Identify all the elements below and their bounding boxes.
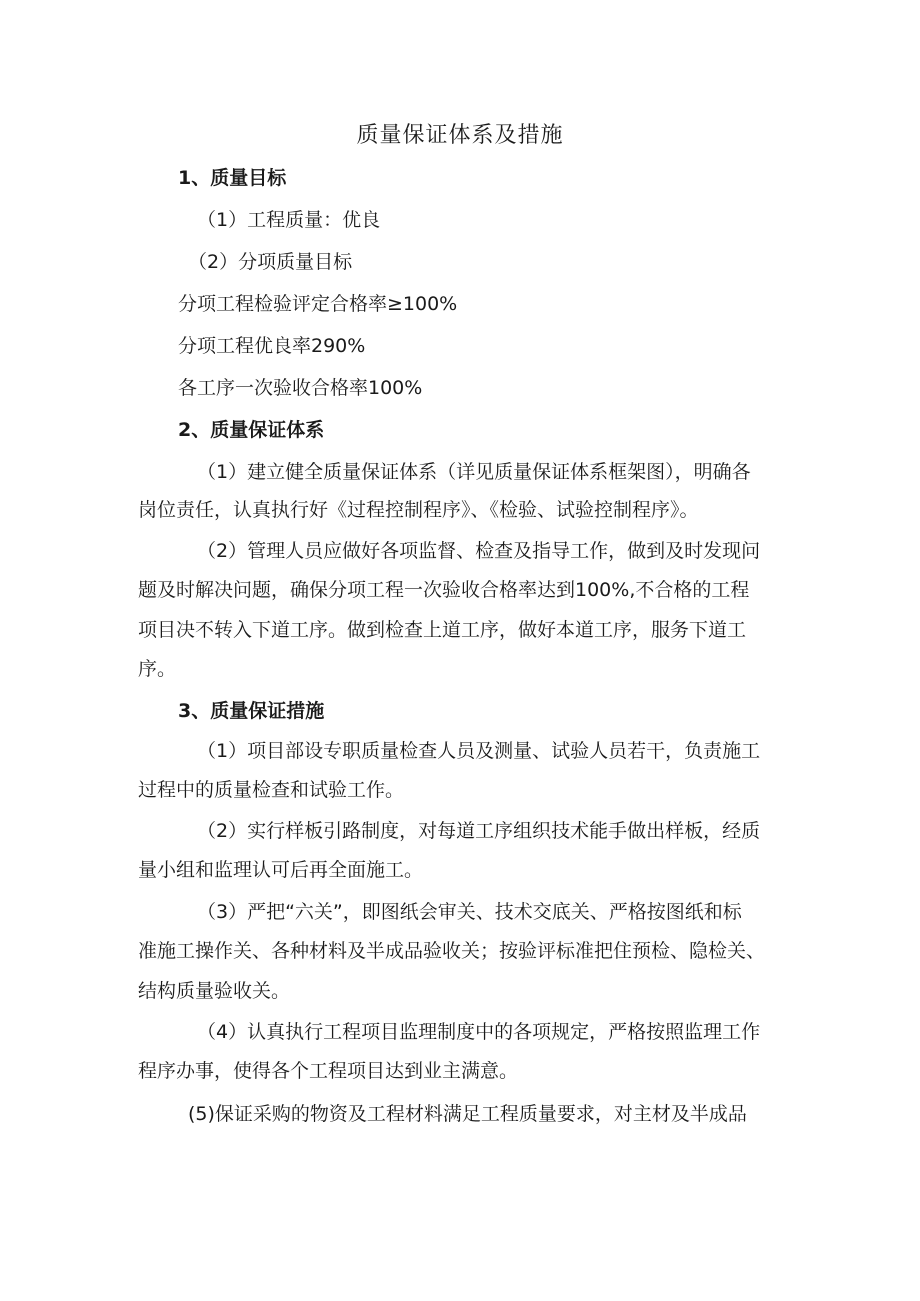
section-1-line-3: 分项工程检验评定合格率≥100%	[178, 293, 458, 315]
section-2-paragraph-2-line-2: 题及时解决问题，确保分项工程一次验收合格率达到100%,不合格的工程	[138, 579, 750, 601]
section-1-line-1: （1）工程质量：优良	[197, 209, 381, 231]
section-1-line-5: 各工序一次验收合格率100%	[178, 377, 423, 399]
section-1-line-4: 分项工程优良率290%	[178, 335, 366, 357]
section-3-paragraph-5-line-1: (5)保证采购的物资及工程材料满足工程质量要求，对主材及半成品	[188, 1103, 747, 1125]
section-2-paragraph-2-line-3: 项目决不转入下道工序。做到检查上道工序，做好本道工序，服务下道工	[138, 619, 747, 641]
section-2-heading: 2、质量保证体系	[178, 419, 325, 441]
section-3-paragraph-3-line-2: 准施工操作关、各种材料及半成品验收关；按验评标准把住预检、隐检关、	[138, 940, 766, 962]
section-3-paragraph-3-line-1: （3）严把“六关”，即图纸会审关、技术交底关、严格按图纸和标	[197, 901, 742, 923]
section-3-heading: 3、质量保证措施	[178, 700, 325, 722]
section-1-heading: 1、质量目标	[178, 167, 287, 189]
section-3-paragraph-2-line-1: （2）实行样板引路制度，对每道工序组织技术能手做出样板，经质	[197, 820, 761, 842]
section-2-paragraph-1-line-2: 岗位责任，认真执行好《过程控制程序》、《检验、试验控制程序》。	[138, 499, 699, 521]
section-3-paragraph-1-line-2: 过程中的质量检查和试验工作。	[138, 779, 405, 801]
section-2-paragraph-2-line-4: 序。	[138, 658, 177, 680]
document-title: 质量保证体系及措施	[356, 123, 564, 148]
section-3-paragraph-4-line-2: 程序办事，使得各个工程项目达到业主满意。	[138, 1060, 519, 1082]
section-3-paragraph-3-line-3: 结构质量验收关。	[138, 980, 291, 1002]
section-3-paragraph-4-line-1: （4）认真执行工程项目监理制度中的各项规定，严格按照监理工作	[197, 1021, 761, 1043]
section-2-paragraph-2-line-1: （2）管理人员应做好各项监督、检查及指导工作，做到及时发现问	[197, 540, 761, 562]
section-2-paragraph-1-line-1: （1）建立健全质量保证体系（详见质量保证体系框架图），明确各	[197, 461, 751, 483]
section-1-line-2: （2）分项质量目标	[188, 251, 353, 273]
section-3-paragraph-1-line-1: （1）项目部设专职质量检查人员及测量、试验人员若干，负责施工	[197, 740, 761, 762]
section-3-paragraph-2-line-2: 量小组和监理认可后再全面施工。	[138, 859, 424, 881]
